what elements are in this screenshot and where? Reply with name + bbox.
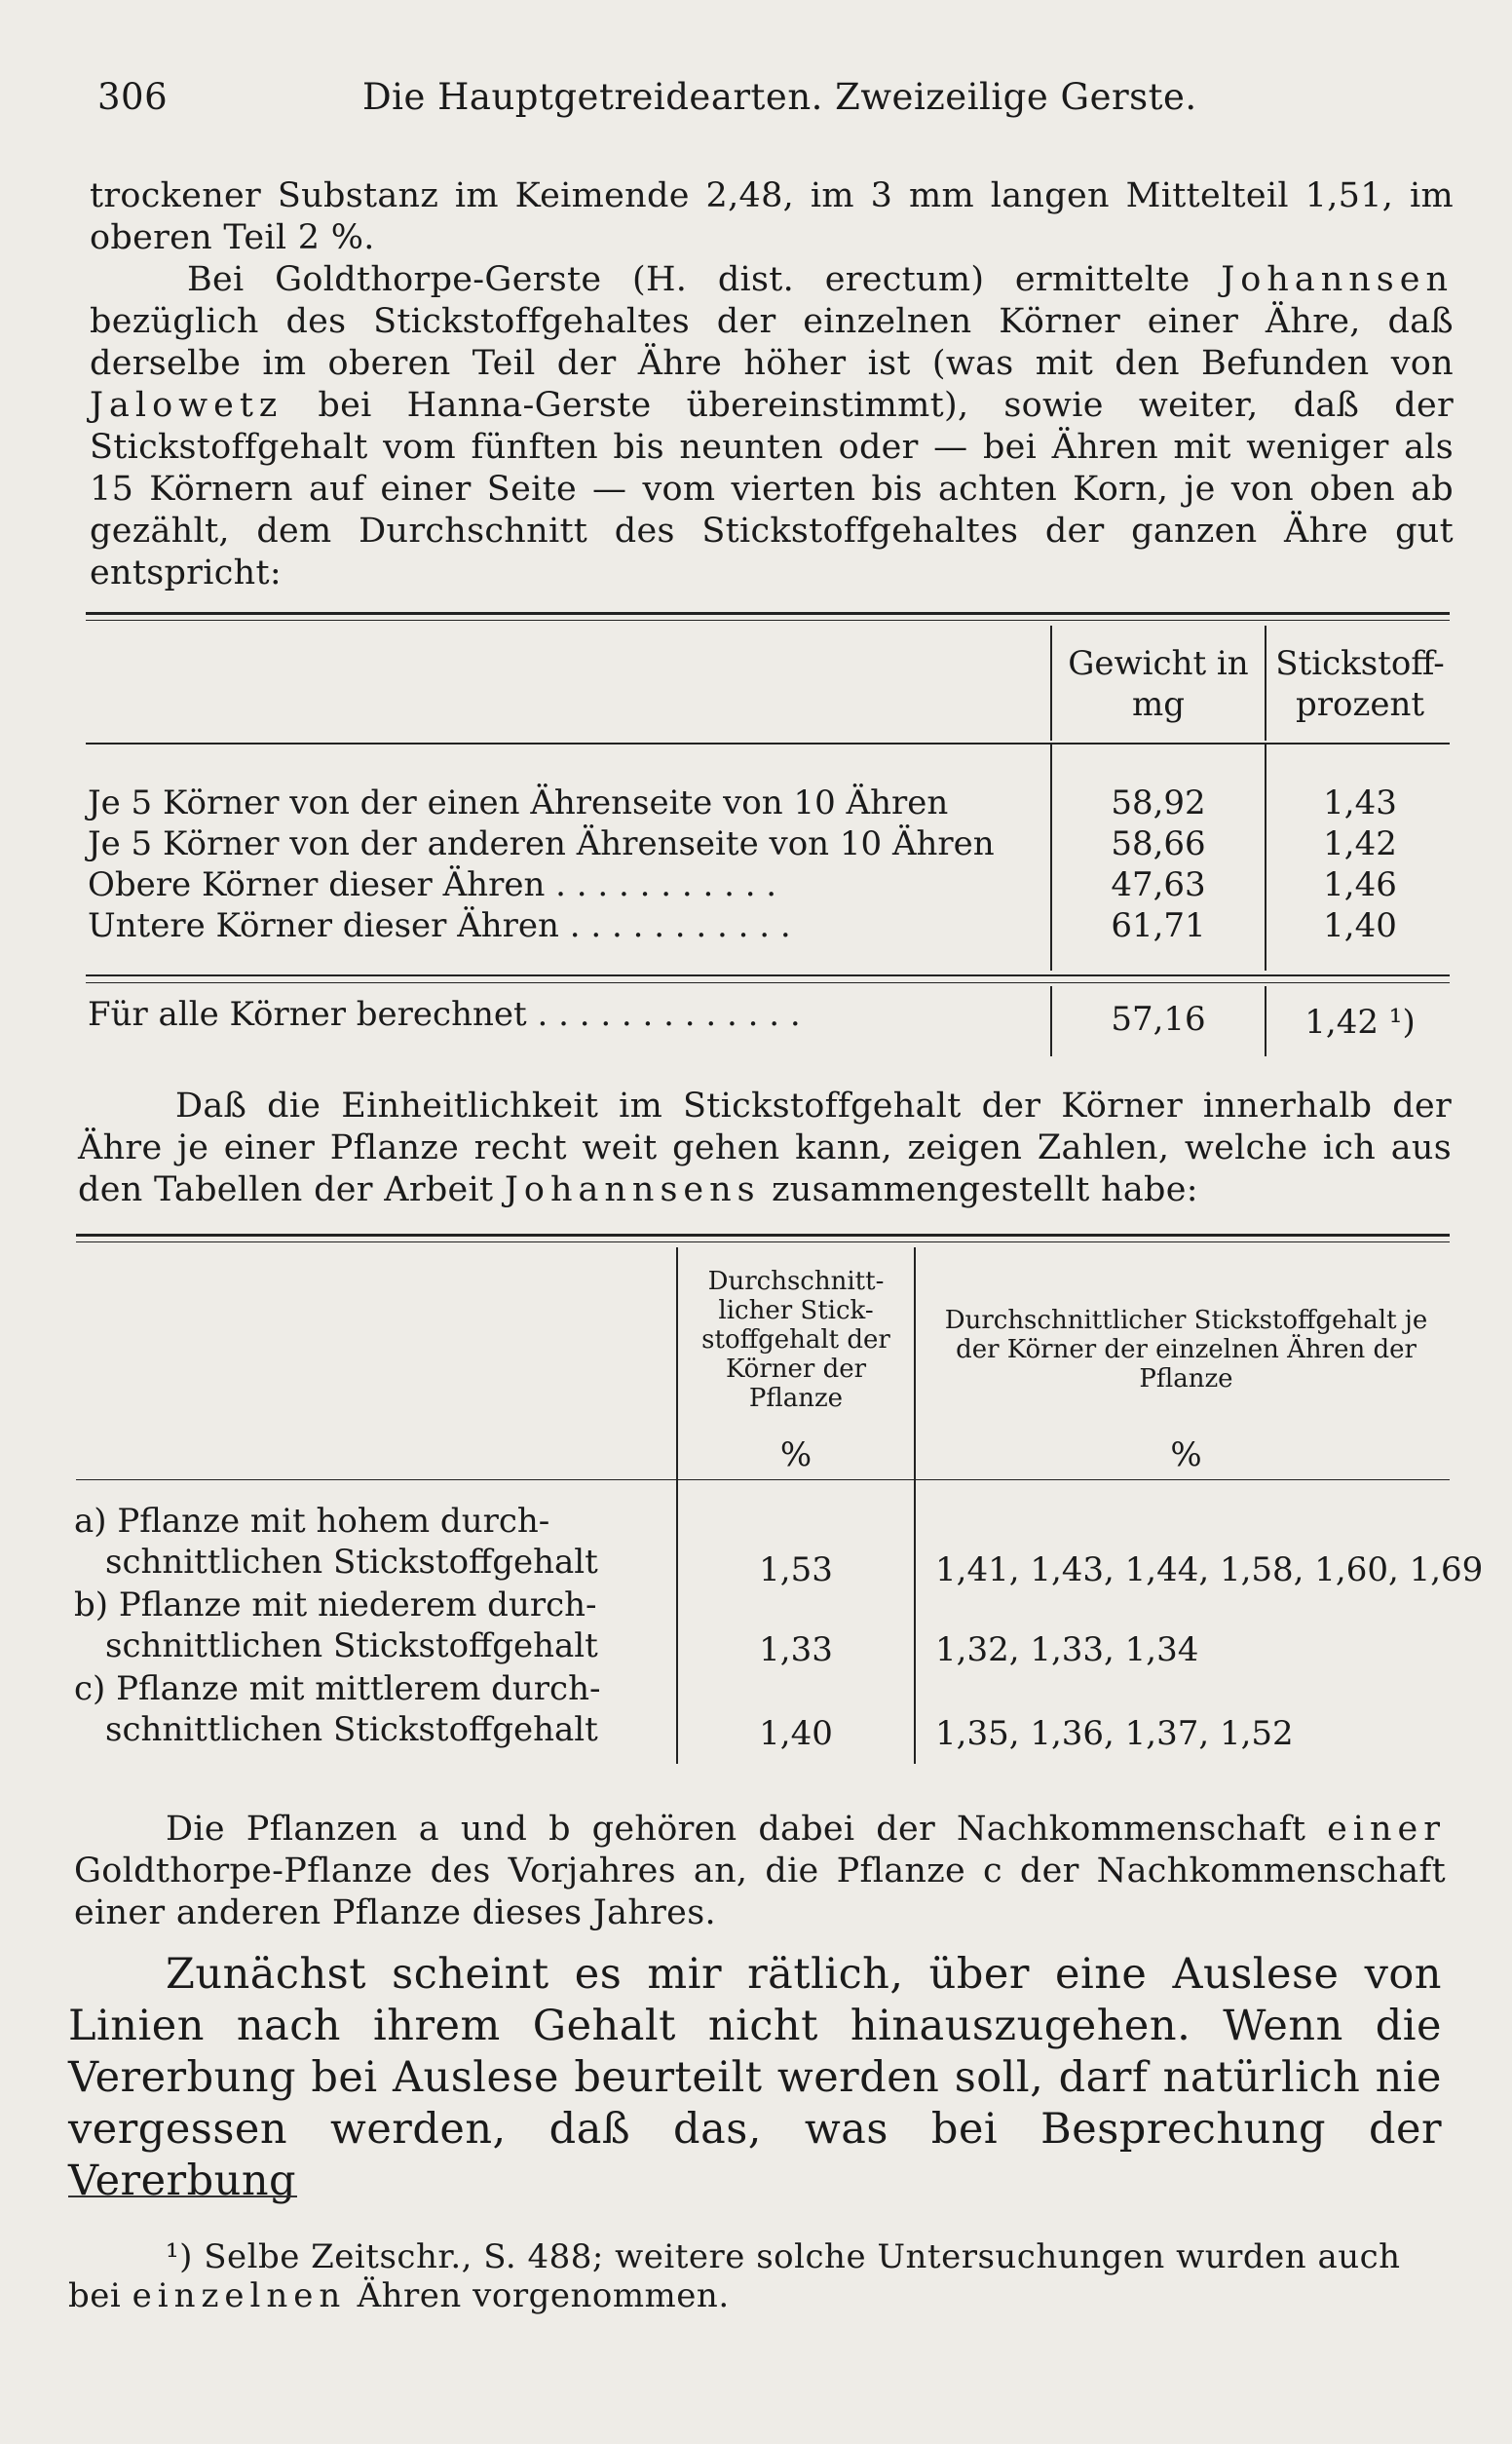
- mid-text-b: zusammengestellt habe:: [760, 1170, 1198, 1209]
- main-text: Zunächst scheint es mir rätlich, über eine Auslese von Linien nach ihrem Gehalt nicht hinauszugehen. Wenn die Vererbung bei Auslese beurteilt werden soll, darf natürlich nie vergessen werden, daß das, was bei Besprechung der Vererbung: [68, 1950, 1442, 2205]
- row-label: Je 5 Körner von der einen Ährenseite von 10 Ähren: [88, 783, 949, 822]
- row-values: 1,41, 1,43, 1,44, 1,58, 1,60, 1,69: [935, 1550, 1484, 1589]
- total-nitrogen: 1,42 ¹): [1304, 1003, 1416, 1042]
- intro-line: trockener Substanz im Keimende 2,48, im 3 mm langen Mittelteil 1,51, im oberen Teil 2 %.: [90, 176, 1454, 257]
- page-number: 306: [97, 76, 169, 118]
- after-text-a: Die Pflanzen a und b gehören dabei der Nachkommenschaft: [166, 1810, 1328, 1849]
- intro-paragraph: [90, 259, 1454, 594]
- table1-total-rule-2: [86, 982, 1450, 983]
- mid-text-a: Daß die Einheitlichkeit im Stickstoffgehalt der Körner innerhalb der Ähre je einer Pflanze recht weit gehen kann, zeigen Zahlen, welche ich aus den Tabellen der Arbeit: [78, 1087, 1452, 1209]
- row-average: 1,40: [759, 1714, 833, 1753]
- table1-header-rule: [86, 743, 1450, 745]
- intro-text-a: Bei Goldthorpe-Gerste (H. dist. erectum) ermittelte: [187, 260, 1222, 299]
- footnote-rule: [68, 2196, 297, 2197]
- row-nitrogen: 1,43: [1323, 783, 1397, 822]
- footnote-text-b: Ähren vorgenommen.: [346, 2276, 730, 2315]
- row-average: 1,33: [759, 1630, 833, 1669]
- row-weight: 47,63: [1111, 865, 1206, 904]
- total-label: Für alle Körner berechnet . . . . . . . . . . . . .: [88, 995, 801, 1034]
- row-label-line2: schnittlichen Stickstoffgehalt: [105, 1626, 598, 1665]
- table1-top-rule-2: [86, 620, 1450, 621]
- after-table-paragraph: [74, 1809, 1446, 1934]
- table2-header-avg: Durchschnitt-licher Stick-stoffgehalt der Körner der Pflanze: [701, 1267, 890, 1413]
- emphasis-einer: einer: [1327, 1810, 1446, 1849]
- row-label-line2: schnittlichen Stickstoffgehalt: [105, 1543, 598, 1582]
- mid-paragraph: [78, 1086, 1452, 1211]
- row-weight: 58,66: [1111, 824, 1206, 863]
- row-nitrogen: 1,42: [1323, 824, 1397, 863]
- after-text-b: Goldthorpe-Pflanze des Vorjahres an, die Pflanze c der Nachkommenschaft einer anderen Pflanze dieses Jahres.: [74, 1852, 1446, 1932]
- table1-vline-4: [1265, 745, 1266, 971]
- emphasis-einzelnen: einzelnen: [132, 2276, 347, 2315]
- row-label: Untere Körner dieser Ähren . . . . . . . . . . .: [88, 906, 791, 945]
- footnote-text-a: ¹) Selbe Zeitschr., S. 488; weitere solche Untersuchungen wurden auch bei: [68, 2237, 1401, 2315]
- author-johannsens: Johannsens: [504, 1170, 761, 1209]
- table1-total-rule: [86, 974, 1450, 976]
- table1-vline-5: [1050, 986, 1052, 1056]
- table2-header-each: Durchschnittlicher Stickstoffgehalt je der Körner der einzelnen Ähren der Pflanze: [944, 1306, 1428, 1394]
- footnote: [68, 2237, 1442, 2315]
- table2-header-each-unit: %: [1170, 1435, 1202, 1474]
- table2-top-rule-2: [76, 1241, 1450, 1242]
- intro-text-b: bezüglich des Stickstoffgehaltes der einzelnen Körner einer Ähre, daß derselbe im oberen Teil der Ähre höher ist (was mit den Befunden von: [90, 302, 1454, 383]
- table1-vline-2: [1265, 626, 1266, 741]
- row-nitrogen: 1,40: [1323, 906, 1397, 945]
- row-weight: 58,92: [1111, 783, 1206, 822]
- row-weight: 61,71: [1111, 906, 1206, 945]
- running-title: Die Hauptgetreidearten. Zweizeilige Gerste.: [362, 76, 1197, 118]
- row-label-line1: c) Pflanze mit mittlerem durch-: [74, 1669, 601, 1708]
- intro-continuation: [90, 175, 1454, 259]
- table2-header-rule: [76, 1479, 1450, 1480]
- row-label-line1: b) Pflanze mit niederem durch-: [74, 1585, 597, 1624]
- table1-header-nitrogen: Stickstoff-prozent: [1275, 644, 1445, 724]
- intro-text-c: bei Hanna-Gerste übereinstimmt), sowie weiter, daß der Stickstoffgehalt vom fünften bis neunten oder — bei Ähren mit weniger als 15 Körnern auf einer Seite — vom vierten bis achten Korn, je von oben ab gezählt, dem Durchschnitt des Stickstoffgehaltes der ganzen Ähre gut entspricht:: [90, 386, 1454, 592]
- table1-vline-6: [1265, 986, 1266, 1056]
- table1-header-weight: Gewicht in mg: [1068, 644, 1249, 724]
- total-weight: 57,16: [1111, 1000, 1206, 1039]
- row-average: 1,53: [759, 1550, 833, 1589]
- row-label: Je 5 Körner von der anderen Ährenseite von 10 Ähren: [88, 824, 995, 863]
- author-jalowetz: Jalowetz: [90, 386, 284, 425]
- table1-top-rule: [86, 612, 1450, 615]
- row-values: 1,32, 1,33, 1,34: [935, 1630, 1199, 1669]
- row-values: 1,35, 1,36, 1,37, 1,52: [935, 1714, 1294, 1753]
- table1-vline-3: [1050, 745, 1052, 971]
- table2-vline-2: [914, 1247, 916, 1764]
- table2-header-avg-unit: %: [779, 1435, 813, 1474]
- row-label-line2: schnittlichen Stickstoffgehalt: [105, 1710, 598, 1749]
- row-label-line1: a) Pflanze mit hohem durch-: [74, 1502, 550, 1541]
- row-nitrogen: 1,46: [1323, 865, 1397, 904]
- table2-vline-1: [676, 1247, 678, 1764]
- table1-vline-1: [1050, 626, 1052, 741]
- main-paragraph: [68, 1949, 1442, 2207]
- author-johannsen: Johannsen: [1221, 260, 1454, 299]
- table2-top-rule: [76, 1234, 1450, 1237]
- row-label: Obere Körner dieser Ähren . . . . . . . . . . .: [88, 865, 777, 904]
